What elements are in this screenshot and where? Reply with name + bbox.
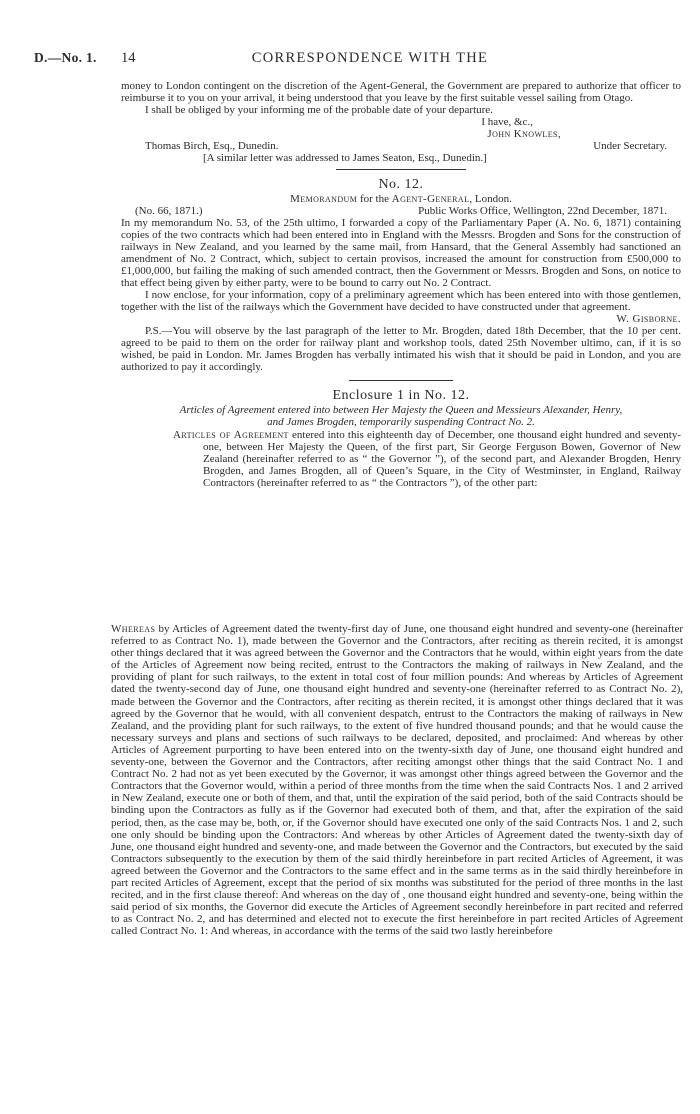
agreement-intro-text: entered into this eighteenth day of December, one thousand eight hundred and seventy-one, between Her Majesty the Queen, of the first part, Sir George Ferguson Bowen, Governor of New Zealand (hereinafter referred to as “ the Governor ”), of the second part, and Alexander Brogden, Henry Brogden, and James Brogden, all of Queen’s Square, in the City of Westminster, in England, Railway Contractors (hereinafter referred to as “ the Contractors ”), of the other part: [203, 429, 681, 489]
letter-note: [A similar letter was addressed to James Seaton, Esq., Dunedin.] [203, 152, 487, 164]
section-divider [349, 380, 453, 381]
letter-paragraph: I shall be obliged by your informing me of the probable date of your departure. [145, 104, 493, 116]
memorandum-signatory: W. Gisborne. [616, 313, 681, 325]
memorandum-heading-prefix: Memorandum [290, 193, 358, 205]
letter-closing: I have, &c., [481, 116, 533, 128]
agreement-intro [121, 429, 681, 489]
memorandum-heading [121, 193, 681, 205]
running-title: CORRESPONDENCE WITH THE [251, 50, 489, 66]
page-number: 14 [121, 50, 136, 66]
memorandum-postscript: P.S.—You will observe by the last paragraph of the letter to Mr. Brogden, dated 18th December, that the 10 per cent. agreed to be paid to them on the order for railway plant and workshop tools, dated 25th November ultimo, can, if it is so wished, be paid in London. Mr. James Brogden has verbally intimated his wish that it should be paid in London, and you are authorized to pay it accordingly. [121, 325, 681, 373]
memorandum-paragraph: I now enclose, for your information, copy of a preliminary agreement which has been entered into with those gentlemen, together with the list of the railways which the Government have decided to have constructed under that agreement. [121, 289, 681, 313]
agreement-recitals [111, 623, 683, 937]
letter-paragraph: money to London contingent on the discretion of the Agent-General, the Government are prepared to authorize that officer to reimburse it to you on your arrival, it being understood that you leave by the first suitable vessel sailing from Otago. [121, 80, 681, 104]
letter-addressee: Thomas Birch, Esq., Dunedin. [145, 140, 279, 152]
agreement-recitals-text: by Articles of Agreement dated the twenty-first day of June, one thousand eight hundred and seventy-one (hereinafter referred to as Contract No. 1), made between the Governor and the Contractors, after reciting as therein recited, it is amongst other things declared that it was agreed between the Governor and the Contractors that he would, within eight years from the date of the Articles of Agreement now being recited, entrust to the Contractors the making of railways in New Zealand, and the providing of plant for such railways, to the extent in total cost of four million pounds: And whereas by Articles of Agreement dated the twenty-second day of June, one thousand eight hundred and seventy-one (hereinafter referred to as Contract No. 2), made between the Governor and the Contractors, after reciting as therein recited, it is amongst other things declared that it was agreed by the Governor that he would, with all convenient despatch, entrust to the Contractors the making of railways in New Zealand, and the providing plant for such railways, to the extent of five hundred thousand pounds; and that he would cause the necessary surveys and plans and sections of such railways to be declared, deposited, and proclaimed: And whereas by other Articles of Agreement purporting to have been entered into on the twenty-sixth day of June, one thousand eight hundred and seventy-one, between the Governor and the Contractors, after reciting amongst other things that the said Contract No. 1 and Contract No. 2 had not as yet been executed by the Governor, it was amongst other things agreed between the Governor and the Contractors that the Governor would, within a period of three months from the time when the said Contracts Nos. 1 and 2 arrived in New Zealand, execute one or both of them, and that, until the expiration of the said period, both of the said Contracts should be binding upon the Contractors as fully as if the Governor had executed both of them, and that, after the expiration of the said period, then, as the case may be, both, or, if the Governor should have executed one only of the said Contracts Nos. 1 and 2, such one only should be binding upon the Contractors: And whereas by other Articles of Agreement dated the twenty-sixth day of June, one thousand eight hundred and seventy-one, and made between the Governor and the Contractors, but executed by the said Contractors subsequently to the execution by them of the said thirdly hereinbefore in part recited Articles of Agreement, it was agreed between the Governor and the Contractors to the same effect and in the same terms as in the said thirdly hereinbefore in part recited Articles of Agreement, except that the period of six months was substituted for the period of three months in the last recited, and in the first clause thereof: And whereas on the day of , one thousand eight hundred and seventy-one, being within the said period of six months, the Governor did execute the Articles of Agreement secondly hereinbefore in part recited and referred to as Contract No. 2, and has determined and elected not to execute the first hereinbefore in part recited Articles of Agreement called Contract No. 1: And whereas, in accordance with the terms of the said two lastly hereinbefore [111, 623, 684, 938]
section-divider [336, 169, 466, 170]
enclosure-subtitle: Articles of Agreement entered into between Her Majesty the Queen and Messieurs Alexander, Henry, [179, 404, 623, 416]
document-id: D.—No. 1. [34, 50, 97, 65]
memorandum-heading-mid: for the [359, 193, 389, 205]
letter-signatory-title: Under Secretary. [593, 140, 667, 152]
memorandum-number: No. 12. [378, 177, 424, 192]
main-text [121, 80, 681, 489]
enclosure-subtitle: and James Brogden, temporarily suspending Contract No. 2. [267, 416, 535, 428]
memorandum-ref: (No. 66, 1871.) [135, 205, 203, 217]
agreement-intro-lead: Articles of Agreement [173, 429, 289, 441]
enclosure-heading: Enclosure 1 in No. 12. [332, 388, 470, 403]
memorandum-paragraph: In my memorandum No. 53, of the 25th ultimo, I forwarded a copy of the Parliamentary Paper (A. No. 6, 1871) containing copies of the two contracts which had been entered into in England with the Messrs. Brogden and Sons for the construction of railways in New Zealand, and you learned by the same mail, from Hansard, that the General Assembly had sanctioned an amendment of No. 2 Contract, which, subject to certain provisos, increased the amount for construction from £500,000 to £1,000,000, but failing the making of such amended contract, then the Government or Messrs. Brogden and Sons, on notice to that effect being given by either party, were to be bound to carry out No. 2 Contract. [121, 217, 681, 289]
memorandum-place-date: Public Works Office, Wellington, 22nd December, 1871. [418, 205, 667, 217]
agreement-whereas-lead: Whereas [111, 623, 156, 635]
memorandum-heading-target: Agent-General [391, 193, 470, 205]
memorandum-heading-suffix: , London. [469, 193, 512, 205]
letter-signatory: John Knowles, [487, 128, 561, 140]
page-header [0, 50, 700, 72]
memorandum-ref-row [121, 205, 681, 217]
agreement-body [111, 612, 683, 948]
letter-address-row [121, 140, 681, 152]
